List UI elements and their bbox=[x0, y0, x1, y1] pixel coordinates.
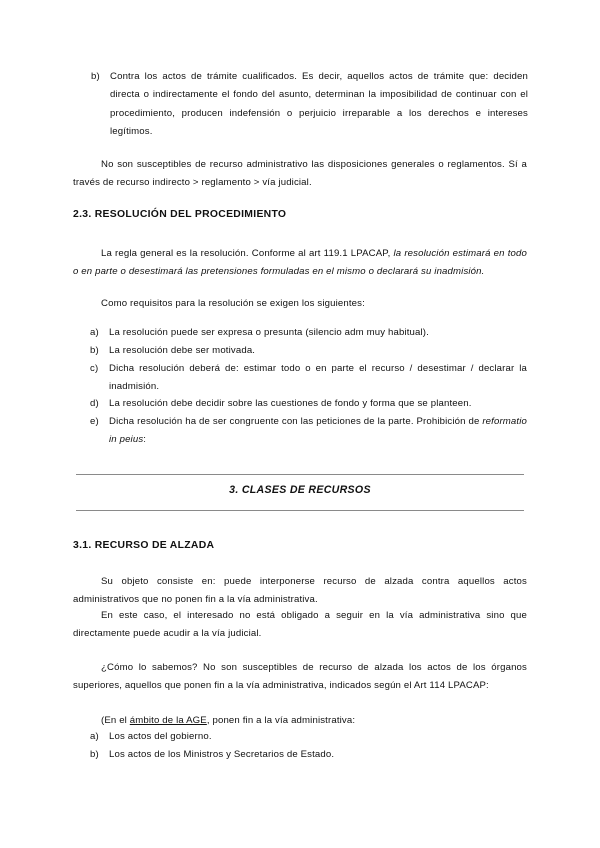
age-list-item bbox=[90, 746, 527, 764]
chapter-top-rule bbox=[76, 474, 524, 475]
list-item-text: Dicha resolución deberá de: estimar todo o en parte el recurso / desestimar / declarar la inadmisión. bbox=[109, 363, 527, 393]
resolution-rule-paragraph bbox=[73, 245, 527, 282]
latin-term: reformatio in peius bbox=[109, 416, 527, 446]
list-item-text bbox=[109, 413, 527, 450]
chapter-title: 3. CLASES DE RECURSOS bbox=[229, 484, 371, 496]
age-suffix: , ponen fin a la vía administrativa: bbox=[206, 715, 356, 726]
list-label: a) bbox=[90, 327, 99, 338]
requirement-item bbox=[90, 342, 527, 360]
list-item-text-tail: : bbox=[143, 434, 147, 446]
list-item-text-main: Dicha resolución ha de ser congruente con las peticiones de la parte. Prohibición de bbox=[109, 416, 483, 427]
resolution-rule-quote: la resolución estimará en todo o en parte o desestimará las pretensiones formuladas en el mismo o declarará su inadmisión. bbox=[73, 248, 527, 278]
requirements-intro: Como requisitos para la resolución se exigen los siguientes: bbox=[101, 298, 365, 309]
section-heading-3-1: 3.1. RECURSO DE ALZADA bbox=[73, 540, 215, 551]
list-label: b) bbox=[90, 749, 99, 760]
requirement-item bbox=[90, 395, 527, 413]
intro-list-item-b bbox=[91, 68, 528, 142]
list-label: d) bbox=[90, 398, 99, 409]
alzada-interested-paragraph: En este caso, el interesado no está obligado a seguir en la vía administrativa sino que directamente puede acudir a la vía judicial. bbox=[73, 610, 527, 640]
list-item-text: La resolución debe decidir sobre las cuestiones de fondo y forma que se planteen. bbox=[109, 398, 472, 409]
list-label: c) bbox=[90, 363, 99, 374]
requirement-item bbox=[90, 360, 527, 397]
requirement-item bbox=[90, 324, 527, 342]
age-prefix: (En el bbox=[101, 715, 130, 726]
requirement-item bbox=[90, 413, 527, 450]
alzada-how-paragraph: ¿Cómo lo sabemos? No son susceptibles de recurso de alzada los actos de los órganos superiores, aquellos que ponen fin a la vía administrativa, indicados según el Art 114 LPACAP: bbox=[73, 662, 527, 692]
age-scope-underlined: ámbito de la AGE bbox=[129, 715, 207, 726]
list-label: a) bbox=[90, 731, 99, 742]
list-item-text: La resolución puede ser expresa o presunta (silencio adm muy habitual). bbox=[109, 327, 429, 338]
list-item-text: Contra los actos de trámite cualificados. Es decir, aquellos actos de trámite que: deciden directa o indirectamente el fondo del asunto, determinan la imposibilidad de continuar con el procedimiento, producen indefensión o perjuicio irreparable a los derechos e intereses legítimos. bbox=[110, 71, 528, 138]
chapter-bottom-rule bbox=[76, 510, 524, 511]
list-label: b) bbox=[90, 345, 99, 356]
list-item-text: Los actos de los Ministros y Secretarios de Estado. bbox=[109, 749, 335, 760]
alzada-object-paragraph: Su objeto consiste en: puede interponerse recurso de alzada contra aquellos actos administrativos que no ponen fin a la vía administrativa. bbox=[73, 576, 527, 606]
list-item-text: Los actos del gobierno. bbox=[109, 731, 212, 742]
section-heading-2-3: 2.3. RESOLUCIÓN DEL PROCEDIMIENTO bbox=[73, 209, 287, 220]
age-list-item bbox=[90, 728, 527, 746]
list-label: e) bbox=[90, 416, 99, 427]
list-item-text: La resolución debe ser motivada. bbox=[109, 345, 256, 356]
resolution-rule-text: La regla general es la resolución. Conforme al art 119.1 LPACAP, bbox=[101, 248, 394, 259]
list-label: b) bbox=[91, 71, 100, 82]
not-susceptible-paragraph: No son susceptibles de recurso administrativo las disposiciones generales o reglamentos. Sí a través de recurso indirecto > reglamento > vía judicial. bbox=[73, 159, 527, 189]
